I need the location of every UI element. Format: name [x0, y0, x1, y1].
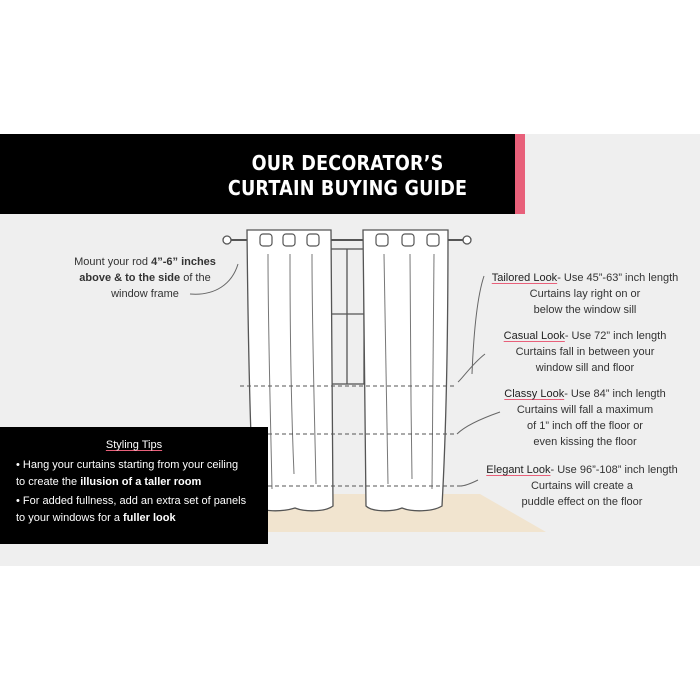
mount-note-text-3: window frame — [111, 288, 179, 300]
look-desc: Curtains will create a — [530, 480, 634, 492]
casual-look-label — [470, 328, 700, 376]
header-bar — [0, 134, 515, 214]
look-spec: - Use 72” inch length — [564, 330, 667, 342]
look-desc: window sill and floor — [535, 362, 635, 374]
guide-panel — [0, 134, 700, 566]
look-desc: Curtains lay right on or — [529, 288, 641, 300]
look-name: Tailored Look — [491, 272, 558, 284]
window — [330, 249, 364, 384]
look-spec: - Use 45”-63” inch length — [557, 272, 679, 284]
look-desc: puddle effect on the floor — [521, 496, 643, 508]
tip-bold: illusion of a taller room — [80, 476, 202, 488]
mount-rod-note — [50, 254, 240, 302]
page-title-line1: OUR DECORATOR’S — [251, 151, 444, 175]
tip-text: • Hang your curtains starting from your ceiling — [16, 459, 239, 471]
look-spec: - Use 84” inch length — [564, 388, 666, 400]
styling-tips-title: Styling Tips — [105, 439, 163, 451]
tip-text: to create the — [16, 476, 81, 488]
look-desc: Curtains will fall a maximum — [516, 404, 654, 416]
tip-text: • For added fullness, add an extra set of panels — [16, 495, 247, 507]
styling-tips-box — [0, 427, 268, 544]
classy-look-label — [470, 386, 700, 450]
tip-text: to your windows for a — [16, 512, 123, 524]
look-desc: even kissing the floor — [533, 436, 637, 448]
elegant-look-label — [464, 462, 700, 510]
right-curtain-panel — [363, 230, 448, 511]
look-desc: Curtains fall in between your — [515, 346, 655, 358]
mount-note-text-2: of the — [180, 272, 211, 284]
mount-note-text: Mount your rod — [74, 256, 152, 268]
look-name: Elegant Look — [486, 464, 551, 476]
tailored-look-label — [470, 270, 700, 318]
styling-tip-2 — [16, 493, 264, 527]
look-name: Casual Look — [503, 330, 565, 342]
tip-bold: fuller look — [123, 512, 176, 524]
page-title-line2: CURTAIN BUYING GUIDE — [227, 176, 468, 200]
mount-note-bold-2: above & to the side — [79, 272, 181, 284]
look-desc: below the window sill — [533, 304, 637, 316]
look-name: Classy Look — [504, 388, 565, 400]
look-spec: - Use 96”-108” inch length — [550, 464, 678, 476]
look-desc: of 1” inch off the floor or — [527, 420, 643, 432]
accent-bar — [515, 134, 525, 214]
styling-tip-1 — [16, 457, 264, 491]
mount-note-bold: 4”-6” inches — [151, 256, 216, 268]
